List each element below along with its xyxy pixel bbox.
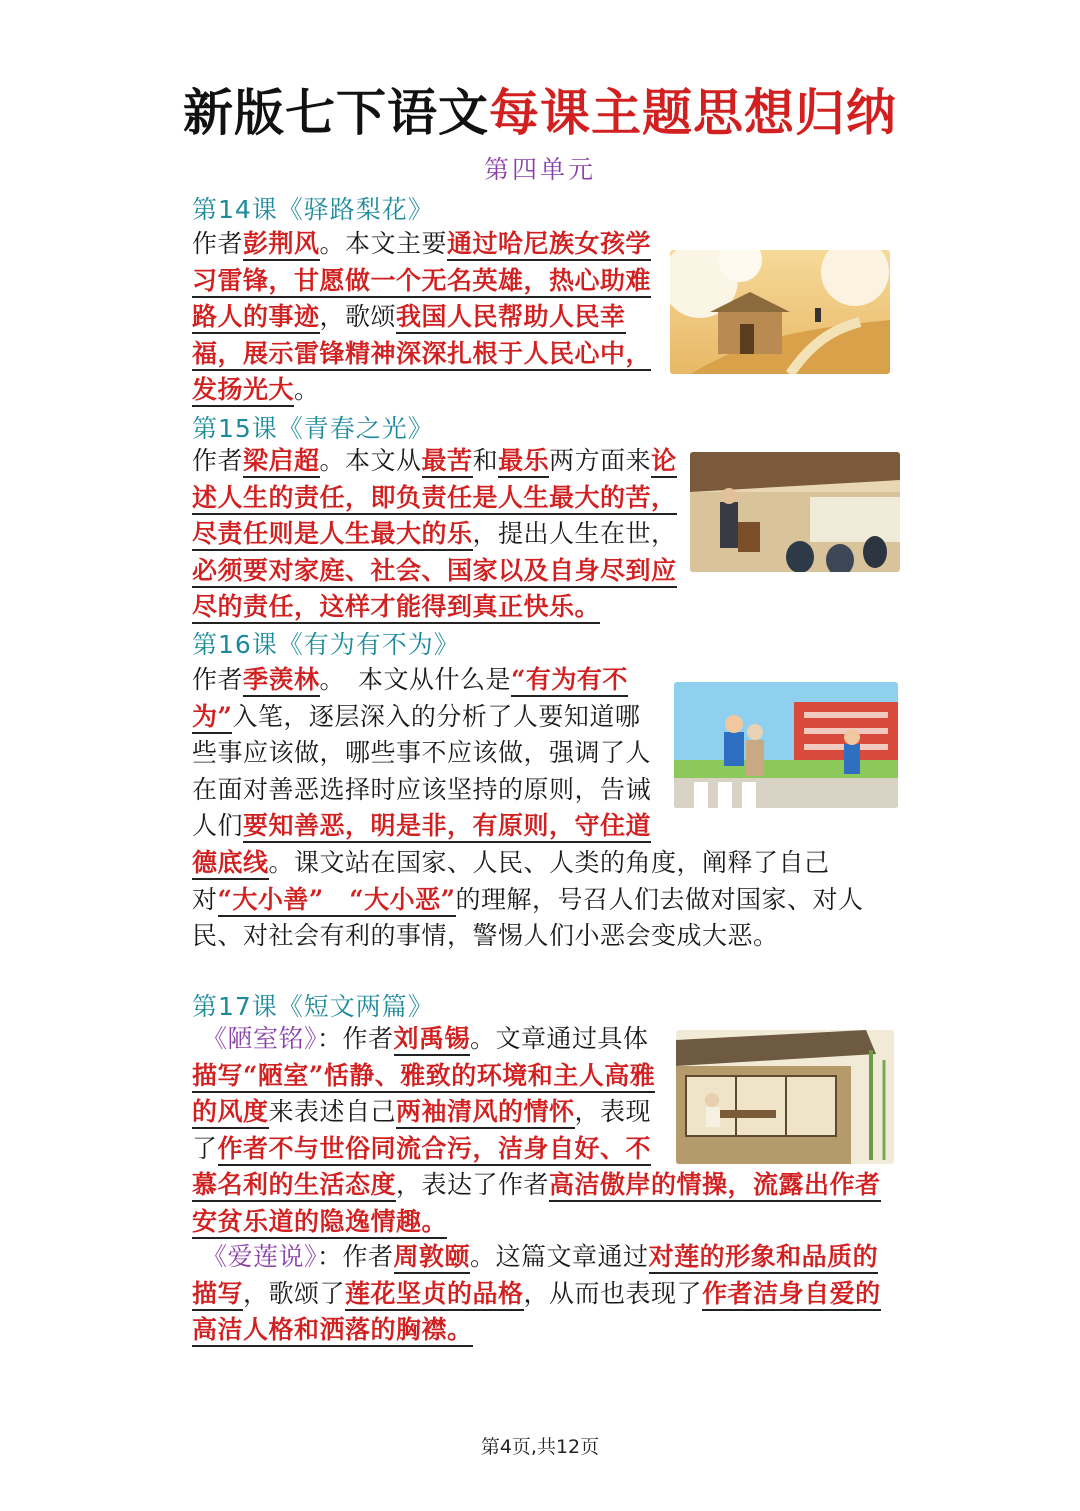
lesson-16-text: 作者季羡林。 本文从什么是“有为有不为”入笔，逐层深入的分析了人要知道哪些事应该做，哪些事不应该做，强调了人在面对善恶选择时应该坚持的原则，告诫人们要知善恶，明是非，有原则，守住道德底线。课文站在国家、人民、人类的角度，阐释了自己对“大小善” “大小恶”的理解，号召人们去做对国家、对人民、对社会有利的事情，警惕人们小恶会变成大恶。 (192, 662, 888, 955)
pear-blossom-illustration (670, 250, 890, 374)
lesson-15-text: 作者梁启超。本文从最苦和最乐两方面来论述人生的责任，即负责任是人生最大的苦，尽责任则是人生最大的乐，提出人生在世，必须要对家庭、社会、国家以及自身尽到应尽的责任，这样才能得到真正快乐。 (192, 443, 678, 626)
lesson-17-lou-shi-ming-text: 《陋室铭》：作者刘禹锡。文章通过具体描写“陋室”恬静、雅致的环境和主人高雅的风度来表述自己两袖清风的情怀，表现了作者不与世俗同流合污，洁身自好、不慕名利的生活态度，表达了作者高洁傲岸的情操，流露出作者安贫乐道的隐逸情趣。 (192, 1021, 890, 1241)
page-number: 第4页,共12页 (480, 1436, 600, 1458)
lesson-16-heading: 第16课《有为有不为》 (192, 630, 460, 659)
lesson-14-heading: 第14课《驿路梨花》 (192, 195, 434, 224)
lesson-17-heading: 第17课《短文两篇》 (192, 992, 434, 1021)
lesson-15-heading: 第15课《青春之光》 (192, 414, 434, 443)
page-title: 新版七下语文每课主题思想归纳 (183, 84, 897, 142)
lecture-hall-illustration (690, 452, 900, 572)
humble-room-illustration (676, 1030, 894, 1164)
helping-elder-illustration (674, 682, 898, 808)
unit-heading: 第四单元 (483, 155, 596, 184)
lesson-14-text: 作者彭荆风。本文主要通过哈尼族女孩学习雷锋，甘愿做一个无名英雄，热心助难路人的事迹，歌颂我国人民帮助人民幸福，展示雷锋精神深深扎根于人民心中，发扬光大。 (192, 226, 658, 409)
lesson-17-ai-lian-shuo-text: 《爱莲说》：作者周敦颐。这篇文章通过对莲的形象和品质的描写，歌颂了莲花坚贞的品格，从而也表现了作者洁身自爱的高洁人格和洒落的胸襟。 (192, 1239, 890, 1349)
